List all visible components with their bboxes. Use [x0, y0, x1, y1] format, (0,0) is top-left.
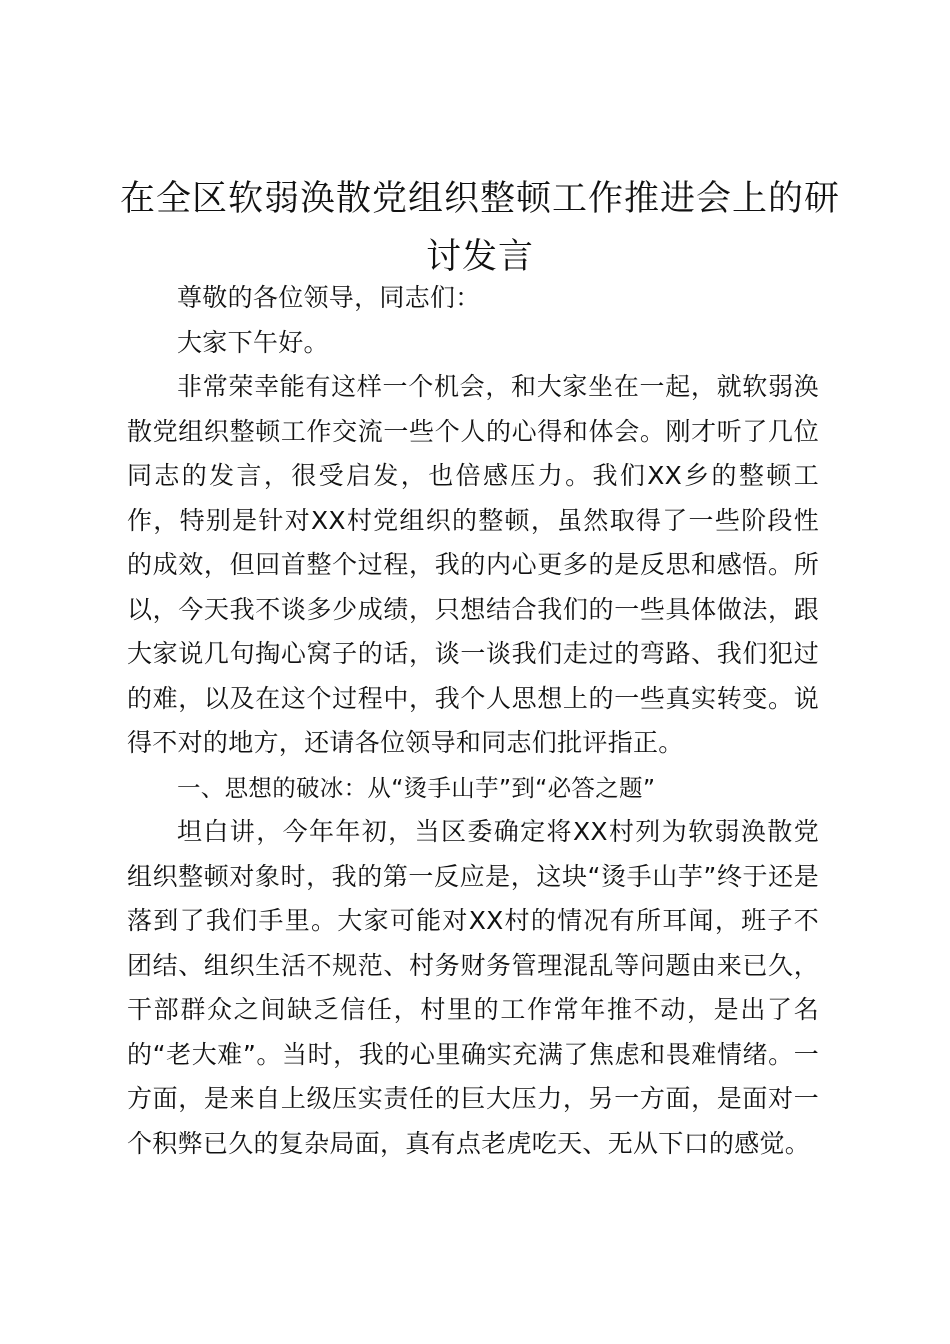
document-title: 在全区软弱涣散党组织整顿工作推进会上的研讨发言 — [120, 179, 841, 277]
opening-line: 大家下午好。 — [177, 327, 329, 357]
section-paragraph: 坦白讲，今年年初，当区委确定将XX村列为软弱涣散党组织整顿对象时，我的第一反应是，这块“烫手山芋”终于还是落到了我们手里。大家可能对XX村的情况有所耳闻，班子不团结、组织生活不规范、村务财务管理混乱等问题由来已久，干部群众之间缺乏信任，村里的工作常年推不动，是出了名的“老大难”。当时，我的心里确实充满了焦虑和畏难情绪。一方面，是来自上级压实责任的巨大压力，另一方面，是面对一个积弊已久的复杂局面，真有点老虎吃天、无从下口的感觉。 — [127, 817, 819, 1158]
document-body — [127, 276, 819, 1166]
section-heading: 一、思想的破冰：从“烫手山芋”到“必答之题” — [177, 773, 656, 802]
intro-paragraph: 非常荣幸能有这样一个机会，和大家坐在一起，就软弱涣散党组织整顿工作交流一些个人的心得和体会。刚才听了几位同志的发言，很受启发，也倍感压力。我们XX乡的整顿工作，特别是针对XX村党组织的整顿，虽然取得了一些阶段性的成效，但回首整个过程，我的内心更多的是反思和感悟。所以，今天我不谈多少成绩，只想结合我们的一些具体做法，跟大家说几句掏心窝子的话，谈一谈我们走过的弯路、我们犯过的难，以及在这个过程中，我个人思想上的一些真实转变。说得不对的地方，还请各位领导和同志们批评指正。 — [127, 372, 819, 757]
greeting: 尊敬的各位领导，同志们： — [177, 283, 481, 312]
